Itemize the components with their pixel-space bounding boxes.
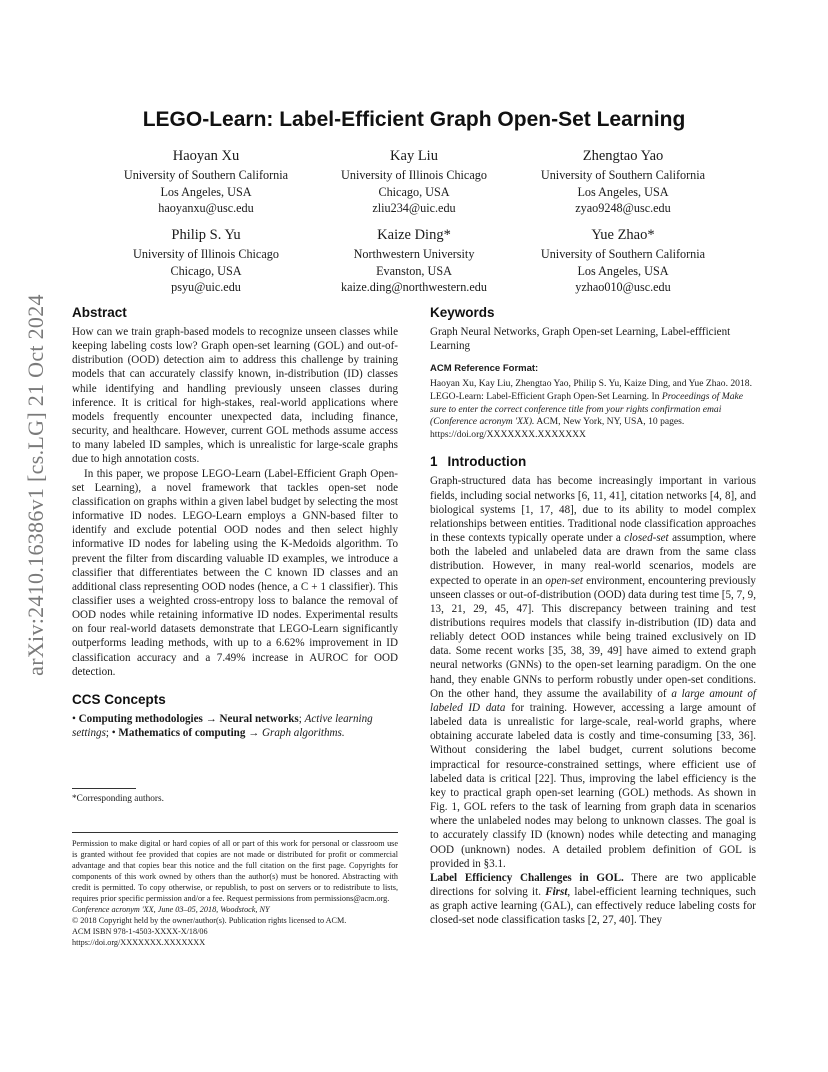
permission-block	[72, 832, 398, 948]
introduction-heading	[430, 453, 756, 470]
author-name: Yue Zhao*	[591, 227, 655, 243]
acm-reference-text	[430, 378, 756, 441]
author-location: Los Angeles, USA	[577, 184, 669, 199]
author-affiliation: University of Southern California	[540, 247, 706, 261]
emphasis: a large amount of labeled ID data	[430, 687, 756, 714]
copyright-line: © 2018 Copyright held by the owner/author(s). Publication rights licensed to ACM.	[72, 916, 347, 925]
author-email: zyao9248@usc.edu	[575, 201, 671, 215]
isbn-line: ACM ISBN 978-1-4503-XXXX-X/18/06	[72, 927, 208, 936]
right-column	[430, 304, 756, 927]
author-name: Zhengtao Yao	[582, 148, 664, 164]
author-affiliation: University of Illinois Chicago	[341, 168, 487, 182]
author-name: Philip S. Yu	[171, 227, 241, 243]
section-number: 1	[430, 454, 438, 470]
author-name: Haoyan Xu	[172, 148, 240, 164]
ccs-term: Neural networks	[219, 712, 299, 725]
text-run: environment, encountering previously unseen classes or out-of-distribution (OOD) data during test time [5, 7, 9, 13, 21, 29, 45, 47]. This discrepancy between training and test distributions requires models that classify in-distribution (ID) data and reliably detect OOD instances while being trained exclusively on ID data. Some recent works [35, 38, 39, 49] have aimed to extend graph neural networks (GNNs) to the open-set learning paradigm. On the one hand, they enable GNNs to perform robustly under open-set conditions. On the other hand, they assume the availability of	[430, 574, 756, 700]
author-email: zliu234@uic.edu	[372, 201, 456, 215]
text-run: assumption, where both the labeled and unlabeled data are drawn from the same class distribution. However, in many real-world scenarios, models are expected to operate in an	[430, 532, 756, 587]
permission-text: Permission to make digital or hard copies of all or part of this work for personal or classroom use is granted without fee provided that copies are not made or distributed for profit or commercial advantage and that copies bear this notice and the full citation on the first page. Copyrights for components of this work owned by others than the author(s) must be honored. Abstracting with credit is permitted. To copy otherwise, or republish, to post on servers or to redistribute to lists, requires prior specific permission and/or a fee. Request permissions from permissions@acm.org.	[72, 839, 398, 903]
abstract-paragraph: In this paper, we propose LEGO-Learn (Label-Efficient Graph Open-set Learning), a novel framework that tackles open-set node classification on graphs within a given label budget by selecting the most informative ID nodes. LEGO-Learn employs a GNN-based filter to identify and exclude potential OOD nodes and then select highly informative ID nodes for labeling using the K-Medoids algorithm. To prevent the filter from discarding valuable ID examples, we introduce a classifier that differentiates between the C known ID classes and an additional class representing OOD nodes (hence, a C + 1 classifier). This classifier uses a weighted cross-entropy loss to balance the removal of OOD nodes while retaining informative ID nodes. Experimental results on four real-world datasets demonstrate that LEGO-Learn significantly outperforms leading methods, with up to a 6.62% improvement in ID classification accuracy and a 7.49% increase in AUROC for OOD detection.	[72, 467, 398, 678]
author-block	[86, 147, 326, 217]
ccs-term: Active learning settings	[72, 712, 373, 740]
author-block	[503, 147, 743, 217]
section-title: Introduction	[447, 454, 527, 470]
corresponding-footnote: *Corresponding authors.	[72, 794, 164, 804]
author-block	[294, 226, 534, 296]
author-email: psyu@uic.edu	[171, 280, 241, 294]
paper-title: LEGO-Learn: Label-Efficient Graph Open-Set Learning	[142, 108, 686, 131]
intro-paragraph	[430, 474, 756, 870]
author-block	[86, 226, 326, 296]
abstract-heading: Abstract	[72, 305, 127, 320]
text-run: Graph-structured data has become increasingly important in various fields, including social networks [6, 11, 41], citation networks [4, 8], and biological systems [1, 17, 48], due to its ability to model complex relationships between entities. Traditional node classification approaches in these contexts typically operate under a	[430, 475, 756, 545]
emphasis: First	[545, 885, 568, 898]
author-affiliation: University of Southern California	[540, 168, 706, 182]
author-location: Los Angeles, USA	[577, 263, 669, 278]
author-location: Chicago, USA	[170, 263, 242, 278]
arrow-glyph: →	[248, 727, 260, 740]
ccs-term: Computing methodologies	[78, 712, 203, 725]
author-name: Kaize Ding*	[377, 227, 451, 243]
author-affiliation: University of Southern California	[123, 168, 289, 182]
acm-ref-part: ACM, New York, NY, USA, 10 pages. https://doi.org/XXXXXXX.XXXXXXX	[430, 416, 685, 440]
left-column	[72, 304, 398, 740]
author-email: haoyanxu@usc.edu	[158, 201, 254, 215]
acm-ref-venue: Proceedings of Make sure to enter the correct conference title from your rights confirmation emai (Conference acronym 'XX).	[430, 391, 744, 428]
keywords-text: Graph Neural Networks, Graph Open-set Learning, Label-effficient Learning	[430, 326, 731, 353]
arxiv-id: arXiv:2410.16386v1 [cs.LG] 21 Oct 2024	[23, 294, 48, 676]
author-email: kaize.ding@northwestern.edu	[341, 280, 487, 294]
acm-reference-heading: ACM Reference Format:	[430, 363, 539, 375]
author-email: yzhao010@usc.edu	[575, 280, 671, 294]
emphasis: open-set	[545, 574, 584, 587]
text-run: , label-efficient learning techniques, such as graph active learning (GAL), can effectively reduce labeling costs for closed-set node classification tasks [2, 27, 40]. They	[430, 885, 756, 927]
doi-line: https://doi.org/XXXXXXX.XXXXXXX	[72, 938, 206, 947]
author-affiliation: Northwestern University	[353, 247, 475, 261]
ccs-term: Mathematics of computing	[118, 727, 246, 740]
acm-ref-part: Haoyan Xu, Kay Liu, Zhengtao Yao, Philip S. Yu, Kaize Ding, and Yue Zhao. 2018. LEGO-Learn: Label-Efficient Graph Open-Set Learning. In	[430, 378, 752, 403]
arrow-glyph: →	[205, 712, 217, 725]
abstract-paragraph: How can we train graph-based models to recognize unseen classes while keeping labeling costs low? Graph open-set learning (GOL) and out-of-distribution (OOD) detection aim to address this challenge by training models that can accurately classify known, in-distribution (ID) classes while identifying and handling previously unseen classes during inference. It is critical for high-stakes, real-world applications where models frequently encounter unexpected data, including finance, security, and healthcare. However, current GOL methods assume access to many labeled ID samples, which is unrealistic for large-scale graphs due to high annotation costs.	[72, 326, 398, 466]
ccs-heading: CCS Concepts	[72, 691, 166, 707]
conference-line: Conference acronym 'XX, June 03–05, 2018, Woodstock, NY	[72, 905, 270, 914]
keywords-heading: Keywords	[430, 305, 495, 320]
text-run: There are two applicable directions for solving it.	[430, 871, 757, 898]
author-affiliation: University of Illinois Chicago	[133, 247, 279, 261]
emphasis: closed-set	[624, 532, 669, 545]
author-block	[294, 147, 534, 217]
author-location: Evanston, USA	[376, 263, 452, 278]
arxiv-sidebar-stamp	[14, 290, 58, 680]
acm-reference	[430, 362, 756, 441]
text-run: for training. However, accessing a large amount of labeled data is unrealistic for large-scale, real-world graphs, where obtaining accurate labeled data is costly and time-consuming [33, 36]. Without considering the label budget, current solutions become impractical for resource-constrained settings, where efficient use of labeled data is critical [22]. Thus, improving the label efficiency is the key to practical graph open-set learning (GOL) methods. As shown in Fig. 1, GOL refers to the task of learning from graph data in scenarios where the unlabeled nodes may belong to unknown classes. The goal is to accurately classify ID (known) nodes while detecting and managing OOD (unknown) nodes. A detailed problem definition of GOL is provided in §3.1.	[430, 701, 756, 870]
footnote-rule	[72, 788, 136, 789]
paragraph-lead: Label Efficiency Challenges in GOL.	[430, 871, 624, 884]
intro-paragraph	[430, 871, 756, 928]
author-location: Los Angeles, USA	[160, 184, 252, 199]
author-name: Kay Liu	[390, 148, 438, 164]
author-block	[503, 226, 743, 296]
author-location: Chicago, USA	[378, 184, 450, 199]
ccs-concepts: • Computing methodologies → Neural networks; Active learning settings; • Mathematics of computing → Graph algorithms.	[72, 712, 373, 740]
ccs-term: Graph algorithms.	[262, 727, 345, 740]
